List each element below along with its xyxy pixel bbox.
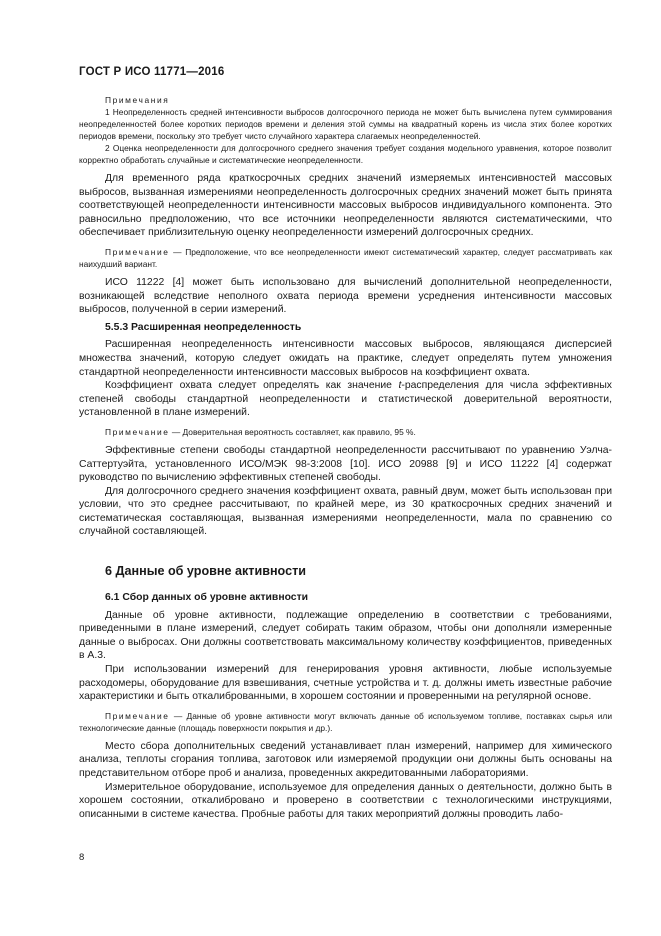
- document-body: [79, 94, 612, 821]
- paragraph: Для временного ряда краткосрочных средних значений измеряемых интенсивностей массовых выбросов, вызванная измерениями неопределенность долгосрочных средних значений может быть принята соответствующей неопределенности интенсивности массовых выбросов индивидуального компонента. Это равносильно предположению, что все источники неопределенности являются систематическими, что обеспечивает приблизительную оценку неопределенности измерений долгосрочных средних.: [79, 173, 612, 239]
- note-label: Примечание: [105, 426, 170, 437]
- note-label: Примечание: [105, 246, 170, 257]
- note-text: — Доверительная вероятность составляет, как правило, 95 %.: [171, 426, 416, 437]
- paragraph-italic: t: [398, 380, 402, 392]
- note-label: Примечание: [105, 710, 170, 721]
- note: [79, 426, 612, 438]
- note-text: — Предположение, что все неопределенности имеют систематический характер, следует рассматривать как наихудший вариант.: [79, 246, 613, 269]
- document-header: ГОСТ Р ИСО 11771—2016: [79, 66, 225, 78]
- paragraph: Расширенная неопределенность интенсивности массовых выбросов, являющаяся дисперсией множества значений, которую следует ожидать на практике, следует определять путем умножения стандартной неопределенности интенсивности массовых выбросов на коэффициент охвата.: [79, 339, 612, 378]
- paragraph: Измерительное оборудование, используемое для определения данных о деятельности, должно быть в хорошем состоянии, откалибровано и проверено в соответствии с технологическими инструкциями, описанными в системе качества. Пробные работы для таких мероприятий должны проводить лабо-: [79, 781, 612, 820]
- paragraph-text: -распределения для числа эффективных степеней свободы стандартной неопределенности и статистической доверительной вероятности, установленной в плане измерений.: [79, 380, 612, 419]
- notes-heading: Примечания: [105, 95, 170, 105]
- note: [79, 246, 612, 270]
- paragraph: Данные об уровне активности, подлежащие определению в соответствии с требованиями, приведенными в плане измерений, следует собирать таким образом, чтобы они дополняли измеренные данные о выбросах. Они должны соответствовать максимальному количеству коэффициентов, приведенных в А.3.: [79, 609, 612, 662]
- section-heading: 6 Данные об уровне активности: [105, 564, 307, 579]
- paragraph: При использовании измерений для генерирования уровня активности, любые используемые расходомеры, оборудование для взвешивания, счетные устройства и т. д. должны иметь известные рабочие характеристики и быть откалиброванными, в хорошем состоянии и проверенными на регулярной основе.: [79, 664, 612, 703]
- paragraph: ИСО 11222 [4] может быть использовано для вычислений дополнительной неопределенности, возникающей вследствие неполного охвата периода времени усреднения интенсивности массовых выбросов, полученной в серии измерений.: [79, 276, 612, 316]
- note: [79, 710, 612, 734]
- page-number: 8: [79, 852, 85, 863]
- paragraph: [79, 379, 612, 420]
- note-1: 1 Неопределенность средней интенсивности выбросов долгосрочного периода не может быть вычислена путем суммирования неопределенностей более коротких периодов времени и деления этой суммы на квадратный корень из числа этих более коротких периодов времени, поскольку это требует чисто случайного характера слагаемых неопределенностей.: [79, 107, 612, 141]
- subsection-heading: 5.5.3 Расширенная неопределенность: [105, 321, 302, 333]
- note-text: — Данные об уровне активности могут включать данные об используемом топливе, поставках сырья или технологические данные (площадь поверхности покрытия и др.).: [79, 710, 612, 733]
- paragraph: Для долгосрочного среднего значения коэффициент охвата, равный двум, может быть использован при условии, что это среднее рассчитывают, по крайней мере, из 30 краткосрочных средних значений и систематическая составляющая, вызванная измерениями неопределенности, мала по сравнению со случайной составляющей.: [79, 485, 612, 538]
- subsection-heading: 6.1 Сбор данных об уровне активности: [105, 592, 309, 604]
- note-2: 2 Оценка неопределенности для долгосрочного среднего значения требует создания модельного уравнения, которое позволит корректно обработать случайные и систематические неопределенности.: [79, 143, 612, 165]
- paragraph-text: Коэффициент охвата следует определять как значение: [105, 380, 399, 392]
- paragraph: Эффективные степени свободы стандартной неопределенности рассчитывают по уравнению Уэлча-Саттертуэйта, установленного ИСО/МЭК 98-3:2008 [10]. ИСО 20988 [9] и ИСО 11222 [4] содержат руководство по вычислению эффективных степеней свободы.: [79, 444, 612, 484]
- paragraph: Место сбора дополнительных сведений устанавливает план измерений, например для химического анализа, теплоты сгорания топлива, заготовок или измеряемой продукции они должны быть основаны на представительном отборе проб и анализа, проведенных аккредитованными лабораториями.: [79, 740, 612, 779]
